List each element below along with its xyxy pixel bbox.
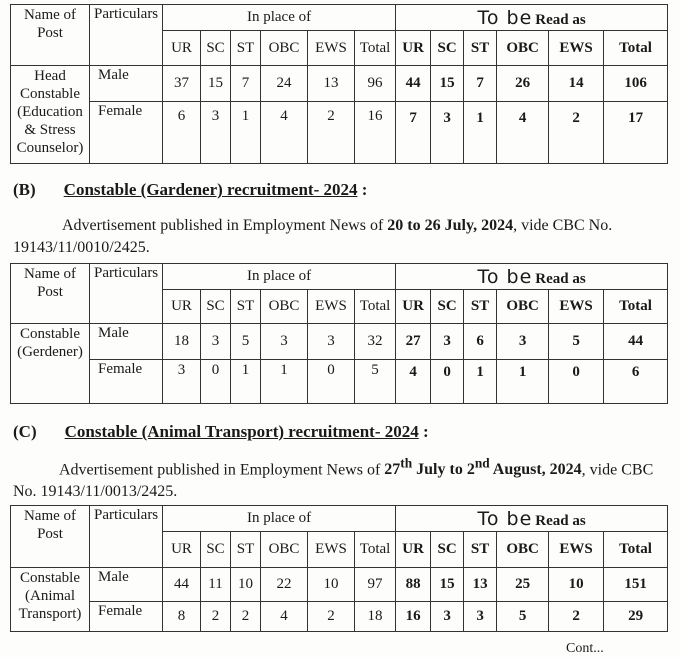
cell-new: 3 bbox=[497, 324, 549, 360]
col-total: Total bbox=[355, 290, 396, 324]
cell: 4 bbox=[261, 102, 308, 164]
read-as-label: Read as bbox=[535, 11, 586, 28]
particular-female: Female bbox=[90, 102, 163, 164]
section-b-paragraph bbox=[13, 215, 668, 259]
in-place-of-header: In place of bbox=[163, 264, 396, 290]
col-ews: EWS bbox=[308, 31, 355, 66]
cell-new: 44 bbox=[396, 66, 431, 102]
cell-new: 3 bbox=[431, 324, 464, 360]
cell: 32 bbox=[355, 324, 396, 360]
cell-new: 5 bbox=[549, 324, 604, 360]
particular-female: Female bbox=[90, 360, 163, 404]
cell-new: 13 bbox=[464, 568, 497, 602]
col-obc-new: OBC bbox=[497, 532, 549, 568]
cell-new: 2 bbox=[549, 602, 604, 632]
col-ews-new: EWS bbox=[549, 290, 604, 324]
cell: 3 bbox=[201, 102, 231, 164]
date-start-suffix: th bbox=[400, 456, 413, 471]
col-ews: EWS bbox=[308, 532, 355, 568]
cell: 3 bbox=[261, 324, 308, 360]
cell-new: 3 bbox=[431, 602, 464, 632]
col-sc-new: SC bbox=[431, 290, 464, 324]
col-st-new: ST bbox=[464, 290, 497, 324]
post-name-cell: Constable (Gerdener) bbox=[11, 324, 90, 404]
cell: 15 bbox=[201, 66, 231, 102]
in-place-of-header: In place of bbox=[163, 506, 396, 532]
col-total: Total bbox=[355, 532, 396, 568]
cell-new: 16 bbox=[396, 602, 431, 632]
col-total-new: Total bbox=[604, 290, 668, 324]
section-b-date: 20 to 26 July, 2024 bbox=[387, 217, 514, 234]
cell-new: 151 bbox=[604, 568, 668, 602]
col-total-new: Total bbox=[604, 31, 668, 66]
cell: 7 bbox=[231, 66, 261, 102]
cell-new: 14 bbox=[549, 66, 604, 102]
cell: 18 bbox=[163, 324, 201, 360]
cell: 2 bbox=[201, 602, 231, 632]
particulars-header: Particulars bbox=[90, 264, 163, 324]
cell-new: 0 bbox=[549, 360, 604, 404]
cell-new: 1 bbox=[464, 102, 497, 164]
cell: 10 bbox=[308, 568, 355, 602]
cell-new: 88 bbox=[396, 568, 431, 602]
continued-marker: Cont... bbox=[566, 641, 604, 656]
cell-new: 7 bbox=[396, 102, 431, 164]
cell: 1 bbox=[261, 360, 308, 404]
col-ur-new: UR bbox=[396, 532, 431, 568]
cell: 13 bbox=[308, 66, 355, 102]
col-st: ST bbox=[231, 290, 261, 324]
handwritten-to-be: To be bbox=[477, 265, 533, 288]
section-b-label: (B) bbox=[13, 180, 36, 199]
section-c-vide: , vide CBC No. 19143/11/0013/2425. bbox=[13, 461, 654, 501]
col-total: Total bbox=[355, 31, 396, 66]
col-obc: OBC bbox=[261, 31, 308, 66]
col-ews-new: EWS bbox=[549, 532, 604, 568]
col-obc-new: OBC bbox=[497, 290, 549, 324]
section-c-para-text: Advertisement published in Employment News of bbox=[59, 461, 385, 479]
section-c-label: (C) bbox=[13, 422, 37, 441]
col-ur-new: UR bbox=[396, 31, 431, 66]
name-of-post-header: Name of Post bbox=[11, 264, 90, 324]
col-st-new: ST bbox=[464, 31, 497, 66]
col-ews: EWS bbox=[308, 290, 355, 324]
post-name-cell: Constable (Animal Transport) bbox=[11, 568, 90, 632]
cell: 0 bbox=[201, 360, 231, 404]
particular-male: Male bbox=[90, 324, 163, 360]
col-sc-new: SC bbox=[431, 31, 464, 66]
particular-female: Female bbox=[90, 602, 163, 632]
col-ews-new: EWS bbox=[549, 31, 604, 66]
name-of-post-header: Name of Post bbox=[11, 506, 90, 568]
handwritten-to-be: To be bbox=[477, 507, 533, 530]
cell: 97 bbox=[355, 568, 396, 602]
cell: 5 bbox=[355, 360, 396, 404]
cell: 1 bbox=[231, 360, 261, 404]
to-be-read-as-header bbox=[396, 5, 668, 31]
cell-new: 6 bbox=[604, 360, 668, 404]
cell: 18 bbox=[355, 602, 396, 632]
section-c-title: Constable (Animal Transport) recruitment- 2024 bbox=[64, 422, 419, 441]
particulars-header: Particulars bbox=[90, 5, 163, 66]
cell-new: 1 bbox=[464, 360, 497, 404]
cell: 3 bbox=[308, 324, 355, 360]
section-c-paragraph bbox=[13, 453, 668, 503]
cell: 37 bbox=[163, 66, 201, 102]
section-c-colon: : bbox=[418, 422, 429, 441]
to-be-read-as-header bbox=[396, 264, 668, 290]
cell: 2 bbox=[231, 602, 261, 632]
date-end-suffix: nd bbox=[474, 456, 490, 471]
cell: 96 bbox=[355, 66, 396, 102]
recruitment-table-gardener bbox=[10, 263, 668, 404]
section-b-heading bbox=[13, 180, 367, 200]
col-st-new: ST bbox=[464, 532, 497, 568]
col-ur: UR bbox=[163, 31, 201, 66]
col-st: ST bbox=[231, 532, 261, 568]
cell-new: 10 bbox=[549, 568, 604, 602]
handwritten-to-be: To be bbox=[477, 6, 533, 29]
cell-new: 3 bbox=[431, 102, 464, 164]
recruitment-table-animal-transport bbox=[10, 505, 668, 632]
col-obc-new: OBC bbox=[497, 31, 549, 66]
cell: 2 bbox=[308, 602, 355, 632]
cell-new: 4 bbox=[396, 360, 431, 404]
cell: 6 bbox=[163, 102, 201, 164]
col-st: ST bbox=[231, 31, 261, 66]
cell-new: 44 bbox=[604, 324, 668, 360]
cell: 44 bbox=[163, 568, 201, 602]
col-ur: UR bbox=[163, 532, 201, 568]
col-ur: UR bbox=[163, 290, 201, 324]
particular-male: Male bbox=[90, 66, 163, 102]
cell: 24 bbox=[261, 66, 308, 102]
to-be-read-as-header bbox=[396, 506, 668, 532]
cell: 22 bbox=[261, 568, 308, 602]
cell: 2 bbox=[308, 102, 355, 164]
recruitment-table-head-constable bbox=[10, 4, 668, 164]
cell-new: 1 bbox=[497, 360, 549, 404]
cell: 11 bbox=[201, 568, 231, 602]
cell-new: 15 bbox=[431, 568, 464, 602]
cell-new: 27 bbox=[396, 324, 431, 360]
cell: 0 bbox=[308, 360, 355, 404]
section-b-title: Constable (Gardener) recruitment- 2024 bbox=[63, 180, 358, 199]
particular-male: Male bbox=[90, 568, 163, 602]
cell: 4 bbox=[261, 602, 308, 632]
col-obc: OBC bbox=[261, 532, 308, 568]
cell: 3 bbox=[201, 324, 231, 360]
cell-new: 15 bbox=[431, 66, 464, 102]
cell-new: 6 bbox=[464, 324, 497, 360]
cell: 10 bbox=[231, 568, 261, 602]
cell-new: 25 bbox=[497, 568, 549, 602]
cell-new: 2 bbox=[549, 102, 604, 164]
cell: 3 bbox=[163, 360, 201, 404]
cell-new: 5 bbox=[497, 602, 549, 632]
date-end: August, 2024 bbox=[489, 461, 582, 479]
cell: 1 bbox=[231, 102, 261, 164]
col-obc: OBC bbox=[261, 290, 308, 324]
cell: 8 bbox=[163, 602, 201, 632]
section-c-date bbox=[384, 456, 582, 479]
section-b-para-text: Advertisement published in Employment News of bbox=[62, 217, 388, 234]
cell-new: 3 bbox=[464, 602, 497, 632]
col-sc-new: SC bbox=[431, 532, 464, 568]
cell-new: 17 bbox=[604, 102, 668, 164]
cell-new: 29 bbox=[604, 602, 668, 632]
post-name-cell: Head Constable (Education & Stress Counselor) bbox=[11, 66, 90, 164]
col-ur-new: UR bbox=[396, 290, 431, 324]
cell: 5 bbox=[231, 324, 261, 360]
read-as-label: Read as bbox=[535, 270, 586, 287]
col-sc: SC bbox=[201, 532, 231, 568]
particulars-header: Particulars bbox=[90, 506, 163, 568]
cell-new: 7 bbox=[464, 66, 497, 102]
section-b-colon: : bbox=[357, 180, 368, 199]
in-place-of-header: In place of bbox=[163, 5, 396, 31]
date-start-day: 27 bbox=[384, 461, 401, 479]
section-b-vide: , vide CBC No. 19143/11/0010/2425. bbox=[13, 217, 613, 256]
cell-new: 4 bbox=[497, 102, 549, 164]
name-of-post-header: Name of Post bbox=[11, 5, 90, 66]
cell-new: 0 bbox=[431, 360, 464, 404]
section-c-heading bbox=[13, 422, 429, 442]
col-total-new: Total bbox=[604, 532, 668, 568]
date-mid: July to 2 bbox=[412, 461, 475, 479]
col-sc: SC bbox=[201, 31, 231, 66]
cell-new: 26 bbox=[497, 66, 549, 102]
cell: 16 bbox=[355, 102, 396, 164]
cell-new: 106 bbox=[604, 66, 668, 102]
col-sc: SC bbox=[201, 290, 231, 324]
read-as-label: Read as bbox=[535, 512, 586, 529]
